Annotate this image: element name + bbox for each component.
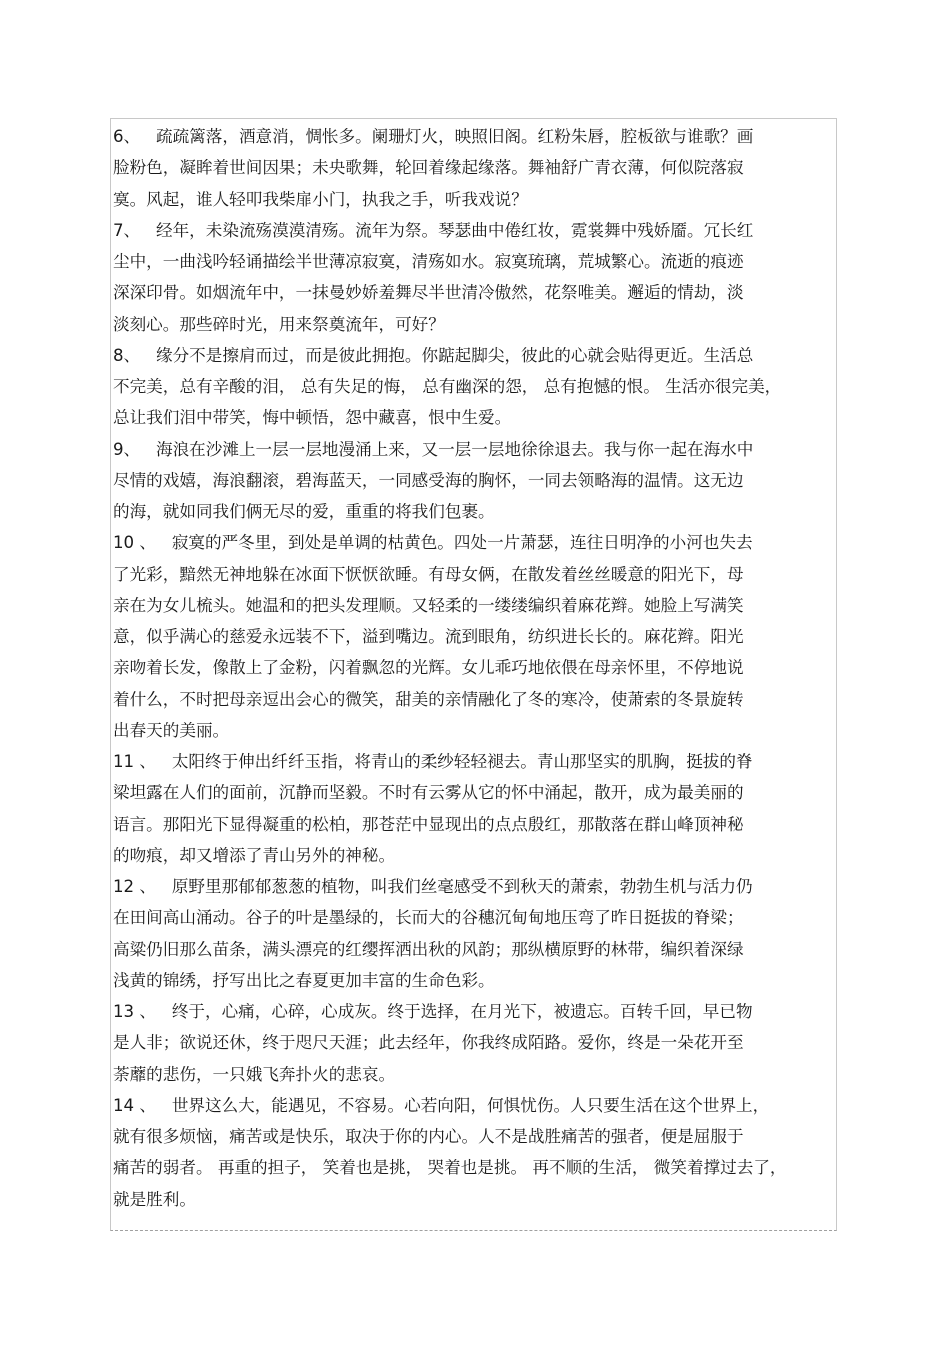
paragraph-text: 原野里那郁郁葱葱的植物，叫我们丝毫感受不到秋天的萧索，勃勃生机与活力仍 (171, 877, 753, 896)
paragraph-10-line-5: 亲吻着长发，像散上了金粉，闪着飘忽的光辉。女儿乖巧地依偎在母亲怀里，不停地说 (113, 658, 744, 678)
paragraph-10-line-2: 了光彩，黯然无神地躲在冰面下恹恹欲睡。有母女俩，在散发着丝丝暖意的阳光下，母 (113, 564, 744, 584)
paragraph-14-line-2: 就有很多烦恼，痛苦或是快乐，取决于你的内心。人不是战胜痛苦的强者，便是屈服于 (113, 1127, 744, 1146)
paragraph-6-line-2: 脸粉色，凝眸着世间因果；未央歌舞，轮回着缘起缘落。舞袖舒广青衣薄，何似院落寂 (113, 158, 744, 178)
paragraph-7-line-3: 深深印骨。如烟流年中，一抹曼妙娇羞舞尽半世清冷傲然，花祭唯美。邂逅的情劫，淡 (113, 283, 744, 303)
paragraph-9-line-2: 尽情的戏嬉，海浪翻滚，碧海蓝天，一同感受海的胸怀，一同去领略海的温情。这无边 (113, 470, 744, 490)
paragraph-text: 海浪在沙滩上一层一层地漫涌上来，又一层一层地徐徐退去。我与你一起在海水中 (155, 439, 754, 459)
paragraph-12-line-2: 在田间高山涌动。谷子的叶是墨绿的，长而大的谷穗沉甸甸地压弯了昨日挺拔的脊梁； (113, 908, 744, 928)
paragraph-text: 疏疏篱落，酒意消，惆怅多。阑珊灯火，映照旧阁。红粉朱唇，腔板欲与谁歌？画 (155, 127, 754, 146)
paragraph-11-line-4: 的吻痕，却又增添了青山另外的神秘。 (113, 845, 396, 865)
paragraph-12-line-1 (113, 871, 833, 902)
paragraph-11-line-1 (113, 746, 833, 777)
paragraph-11-line-2: 梁坦露在人们的面前，沉静而坚毅。不时有云雾从它的怀中涌起，散开，成为最美丽的 (113, 783, 744, 803)
paragraph-text: 终于，心痛，心碎，心成灰。终于选择，在月光下，被遗忘。百转千回，早已物 (171, 1002, 753, 1021)
paragraph-9-number: 9、 (113, 439, 141, 459)
paragraph-13-number: 13 、 (113, 1002, 156, 1021)
paragraph-10-line-6: 着什么，不时把母亲逗出会心的微笑，甜美的亲情融化了冬的寒冷，使萧索的冬景旋转 (113, 689, 744, 709)
paragraph-6-line-1 (113, 121, 833, 152)
paragraph-7-line-4: 淡刻心。那些碎时光，用来祭奠流年，可好？ (113, 314, 445, 334)
paragraph-7-line-1 (113, 215, 833, 246)
paragraph-10-line-4: 意，似乎满心的慈爱永远装不下，溢到嘴边。流到眼角，纺织进长长的。麻花辫。阳光 (113, 627, 744, 646)
paragraph-13-line-2: 是人非；欲说还休，终于咫尺天涯；此去经年，你我终成陌路。爱你，终是一朵花开至 (113, 1033, 744, 1053)
paragraph-6-line-3: 寞。风起，谁人轻叩我柴扉小门，执我之手，听我戏说？ (113, 189, 528, 209)
paragraph-10-line-7: 出春天的美丽。 (113, 720, 230, 740)
document-body (113, 121, 833, 1215)
paragraph-12-line-4: 浅黄的锦绣，抒写出比之春夏更加丰富的生命色彩。 (113, 970, 495, 990)
paragraph-text: 太阳终于伸出纤纤玉指，将青山的柔纱轻轻褪去。青山那坚实的肌胸，挺拔的脊 (171, 752, 753, 771)
paragraph-14-line-3: 痛苦的弱者。 再重的担子， 笑着也是挑， 哭着也是挑。 再不顺的生活， 微笑着撑过去了， (113, 1158, 787, 1178)
paragraph-text: 寂寞的严冬里，到处是单调的枯黄色。四处一片萧瑟，连往日明净的小河也失去 (171, 533, 753, 553)
paragraph-8-line-3: 总让我们泪中带笑，悔中顿悟，怨中藏喜，恨中生爱。 (113, 408, 512, 428)
paragraph-8-line-1 (113, 340, 833, 371)
paragraph-12-line-3: 高粱仍旧那么苗条，满头漂亮的红缨挥洒出秋的风韵；那纵横原野的林带，编织着深绿 (113, 939, 744, 959)
paragraph-9-line-3: 的海，就如同我们俩无尽的爱，重重的将我们包裹。 (113, 502, 495, 521)
paragraph-13-line-1 (113, 996, 833, 1027)
paragraph-6-number: 6、 (113, 127, 141, 146)
paragraph-9-line-1 (113, 434, 833, 465)
paragraph-text: 世界这么大，能遇见，不容易。心若向阳，何惧忧伤。人只要生活在这个世界上， (171, 1095, 770, 1115)
paragraph-14-line-4: 就是胜利。 (113, 1189, 196, 1209)
paragraph-10-line-3: 亲在为女儿梳头。她温和的把头发理顺。又轻柔的一缕缕编织着麻花辫。她脸上写满笑 (113, 595, 744, 615)
paragraph-8-line-2: 不完美，总有辛酸的泪， 总有失足的悔， 总有幽深的怨， 总有抱憾的恨。 生活亦很完美， (113, 377, 782, 396)
paragraph-10-number: 10 、 (113, 533, 156, 553)
paragraph-7-number: 7、 (113, 220, 141, 240)
paragraph-11-number: 11 、 (113, 752, 156, 771)
paragraph-11-line-3: 语言。那阳光下显得凝重的松柏，那苍茫中显现出的点点殷红，那散落在群山峰顶神秘 (113, 814, 744, 834)
paragraph-12-number: 12 、 (113, 877, 156, 896)
paragraph-text: 经年，未染流殇漠漠清殇。流年为祭。琴瑟曲中倦红妆，霓裳舞中残娇靥。冗长红 (155, 220, 754, 240)
paragraph-14-line-1 (113, 1090, 833, 1121)
paragraph-10-line-1 (113, 527, 833, 558)
paragraph-13-line-3: 荼蘼的悲伤，一只娥飞奔扑火的悲哀。 (113, 1064, 396, 1084)
paragraph-text: 缘分不是擦肩而过，而是彼此拥抱。你踮起脚尖，彼此的心就会贴得更近。生活总 (155, 345, 754, 365)
paragraph-7-line-2: 尘中，一曲浅吟轻诵描绘半世薄凉寂寞，清殇如水。寂寞琉璃，荒城繁心。流逝的痕迹 (113, 252, 744, 271)
paragraph-8-number: 8、 (113, 345, 141, 365)
paragraph-14-number: 14 、 (113, 1095, 156, 1115)
